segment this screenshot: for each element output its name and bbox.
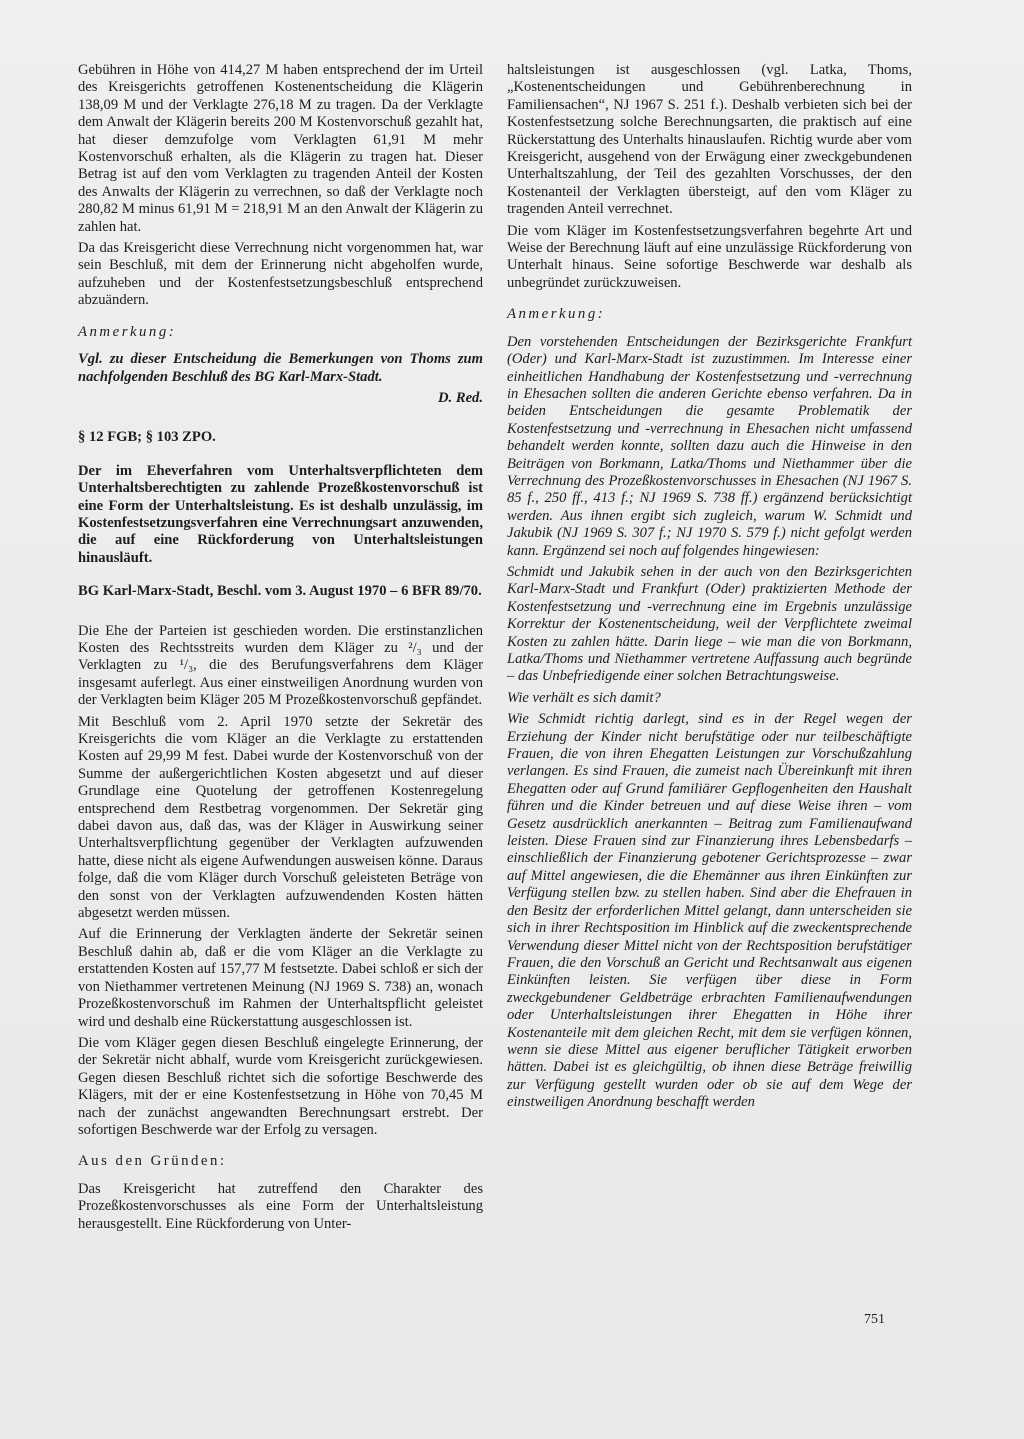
right-paragraph-1: haltsleistungen ist ausgeschlossen (vgl. Latka, Thoms, „Kostenentscheidungen und Gebührenberechnung in Familiensachen“, NJ 1967 S. 251 f.). Deshalb verbieten sich bei der Kostenfestsetzung solche Berechnungsarten, die praktisch auf eine Rückerstattung des Unterhalts hinauslaufen. Richtig wurde aber vom Kreisgericht, ausgehend von der Erwägung einer zweckgebundenen Unterhaltszahlung, der Teil des gezahlten Vorschusses, der den Kostenanteil der Verklagten übersteigt, auf den vom Kläger zu tragenden Anteil verrechnet. (507, 62, 912, 218)
right-paragraph-4: Schmidt und Jakubik sehen in der auch von den Bezirksgerichten Karl-Marx-Stadt und Frankfurt (Oder) praktizierten Methode der Kostenfestsetzung und -verrechnung eine im Ergebnis unzulässige Korrektur der Kostenentscheidung, weil der Verpflichtete zweimal Kosten zu zahlen hätte. Darin liege – wie man die von Borkmann, Latka/Thoms und Niethammer vertretene Auffassung auch begründe – das Unbefriedigende einer solchen Betrachtungsweise. (507, 563, 912, 685)
left-column (78, 62, 483, 1237)
left-paragraph-1: Gebühren in Höhe von 414,27 M haben entsprechend der im Urteil des Kreisgerichts getroffenen Kostenentscheidung die Klägerin 138,09 M und der Verklagte 276,18 M zu tragen. Da der Verklagte dem Anwalt der Klägerin bereits 200 M Kostenvorschuß gezahlt hat, hat dieser demzufolge vom Verklagten 61,91 M mehr Kostenvorschuß erhalten, als die Klägerin zu tragen hat. Dieser Betrag ist auf den vom Verklagten zu tragenden Anteil der Kosten des Anwalts der Klägerin zu verrechnen, so daß der Verklagte noch 280,82 M minus 61,91 M = 218,91 M an den Anwalt der Klägerin zu zahlen hat. (78, 62, 483, 235)
left-paragraph-6: Die vom Kläger gegen diesen Beschluß eingelegte Erinnerung, der der Sekretär nicht abhalf, wurde vom Kreisgericht zurückgewiesen. Gegen diesen Beschluß richtet sich die sofortige Beschwerde des Klägers, mit der er eine Kostenfestsetzung in Höhe von 70,45 M nach der zunächst angewandten Berechnungsart erstrebt. Der sofortigen Beschwerde war der Erfolg zu versagen. (78, 1034, 483, 1138)
editor-signature: D. Red. (438, 389, 483, 406)
headnote: Der im Eheverfahren vom Unterhaltsverpflichteten dem Unterhaltsberechtigten zu zahlende Prozeßkostenvorschuß ist eine Form der Unterhaltsleistung. Es ist deshalb unzulässig, im Kostenfestsetzungsverfahren eine Verrechnungsart anzuwenden, die auf eine Rückforderung von Unterhaltsleistungen hinausläuft. (78, 462, 483, 566)
right-paragraph-2: Die vom Kläger im Kostenfestsetzungsverfahren begehrte Art und Weise der Berechnung läuft auf eine unzulässige Rückforderung von Unterhalt hinaus. Seine sofortige Beschwerde war deshalb als unbegründet zurückzuweisen. (507, 222, 912, 291)
anmerkung-text-left: Vgl. zu dieser Entscheidung die Bemerkungen von Thoms zum nachfolgenden Beschluß des BG Karl-Marx-Stadt. (78, 351, 483, 385)
reasons-heading: Aus den Gründen: (78, 1153, 227, 1170)
left-paragraph-3: Die Ehe der Parteien ist geschieden worden. Die erstinstanzlichen Kosten des Rechtsstreits wurden dem Kläger zu ²/₃ und der Verklagten zu ¹/₃, die des Berufungsverfahrens dem Kläger insgesamt auferlegt. Aus einer einstweiligen Anordnung wurden von der Verklagten beim Kläger 205 M Prozeßkostenvorschuß gepfändet. (78, 622, 483, 709)
right-paragraph-6: Wie Schmidt richtig darlegt, sind es in der Regel wegen der Erziehung der Kinder nicht berufstätige oder nur teilbeschäftigte Frauen, die von ihren Ehegatten Leistungen zur Vorschußzahlung verlangen. Es sind Frauen, die zumeist nach Übereinkunft mit ihren Ehegatten oder auf Grund familiärer Gepflogenheiten den Haushalt führen und die Kinder betreuen und auf diese Weise ihren – vom Gesetz ausdrücklich anerkannten – Beitrag zum Familienaufwand leisten. Diese Frauen sind zur Finanzierung ihres Lebensbedarfs – einschließlich der Finanzierung gebotener Gerichtsprozesse – zwar auf Mittel angewiesen, die die Ehemänner aus ihren Einkünften zur Verfügung stellen bzw. zu stellen haben. Sind aber die Ehefrauen in den Besitz der erforderlichen Mittel gelangt, dann unterscheiden sie sich in ihrer Rechtsposition im Hinblick auf die zweckentsprechende Verwendung dieser Mittel nicht von der Rechtsposition berufstätiger Frauen, die den Vorschuß an Gericht und Rechtsanwalt aus eigenen Einkünften leisten. Sie verfügen über diese in Form zweckgebundener Geldbeträge erbrachten Familienaufwendungen oder Unterhaltsleistungen ihrer Ehegatten in Höhe ihrer Kostenanteile mit dem gleichen Recht, mit dem sie verfügen können, wenn sie diese Mittel aus eigener beruflicher Tätigkeit erworben hätten. Dabei ist es gleichgültig, ob ihnen diese Beträge freiwillig zur Verfügung gestellt wurden oder ob sie auf dem Wege der einstweiligen Anordnung beschafft werden (507, 711, 912, 1111)
page-number: 751 (864, 1312, 885, 1327)
anmerkung-heading-right: Anmerkung: (507, 306, 606, 323)
anmerkung-heading-left: Anmerkung: (78, 323, 177, 340)
right-paragraph-3: Den vorstehenden Entscheidungen der Bezirksgerichte Frankfurt (Oder) und Karl-Marx-Stadt ist zuzustimmen. Im Interesse einer einheitlichen Handhabung der Kostenfestsetzung und -verrechnung in Ehesachen sollten die anderen Gerichte ebenso verfahren. Da in beiden Entscheidungen die gesamte Problematik der Kostenfestsetzung und -verrechnung in Ehesachen nicht umfassend behandelt werden konnte, sollten dazu auch die Hinweise in den Beiträgen von Borkmann, Latka/Thoms und Niethammer über die Verrechnung des Prozeßkostenvorschusses in Ehesachen (NJ 1967 S. 85 f., 250 ff., 413 f.; NJ 1969 S. 738 ff.) ergänzend berücksichtigt werden. Aus ihnen ergibt sich zugleich, warum W. Schmidt und Jakubik (NJ 1969 S. 307 f.; NJ 1970 S. 579 f.) nicht gefolgt werden kann. Ergänzend sei noch auf folgendes hingewiesen: (507, 333, 912, 559)
court-reference: BG Karl-Marx-Stadt, Beschl. vom 3. August 1970 – 6 BFR 89/70. (78, 583, 482, 600)
left-paragraph-5: Auf die Erinnerung der Verklagten änderte der Sekretär seinen Beschluß dahin ab, daß er die vom Kläger an die Verklagte zu erstattenden Kosten auf 157,77 M festsetzte. Dabei schloß er sich der von Niethammer vertretenen Meinung (NJ 1969 S. 738) an, wonach Prozeßkostenvorschuß im Rahmen der Unterhaltspflicht geleistet wird und deshalb eine Rückerstattung ausgeschlossen ist. (78, 926, 483, 1030)
right-paragraph-5: Wie verhält es sich damit? (507, 689, 661, 706)
left-paragraph-4: Mit Beschluß vom 2. April 1970 setzte der Sekretär des Kreisgerichts die vom Kläger an die Verklagte zu erstattenden Kosten auf 29,99 M fest. Dabei wurde der Kostenvorschuß von der Summe der außergerichtlichen Kosten abgesetzt und auf dieser Grundlage eine Quotelung der getroffenen Kostenregelung entsprechend dem Restbetrag vorgenommen. Der Sekretär ging dabei davon aus, daß das, was der Kläger in Auswirkung seiner Unterhaltsverpflichtung gegenüber der Verklagten aufzuwenden hatte, diese nicht als eigene Aufwendungen ausweisen könne. Daraus folge, daß die vom Kläger durch Vorschuß geleisteten Beträge von den sonst von der Verklagten aufzuwendenden Kosten hätten abgesetzt werden müssen. (78, 713, 483, 922)
left-paragraph-2: Da das Kreisgericht diese Verrechnung nicht vorgenommen hat, war sein Beschluß, mit dem der Erinnerung nicht abgeholfen wurde, aufzuheben und der Kostenfestsetzungsbeschluß entsprechend abzuändern. (78, 240, 483, 309)
left-paragraph-7: Das Kreisgericht hat zutreffend den Charakter des Prozeßkostenvorschusses als eine Form der Unterhaltsleistung herausgestellt. Eine Rückforderung von Unter- (78, 1180, 483, 1232)
right-column (507, 62, 912, 1116)
law-reference: § 12 FGB; § 103 ZPO. (78, 429, 216, 446)
